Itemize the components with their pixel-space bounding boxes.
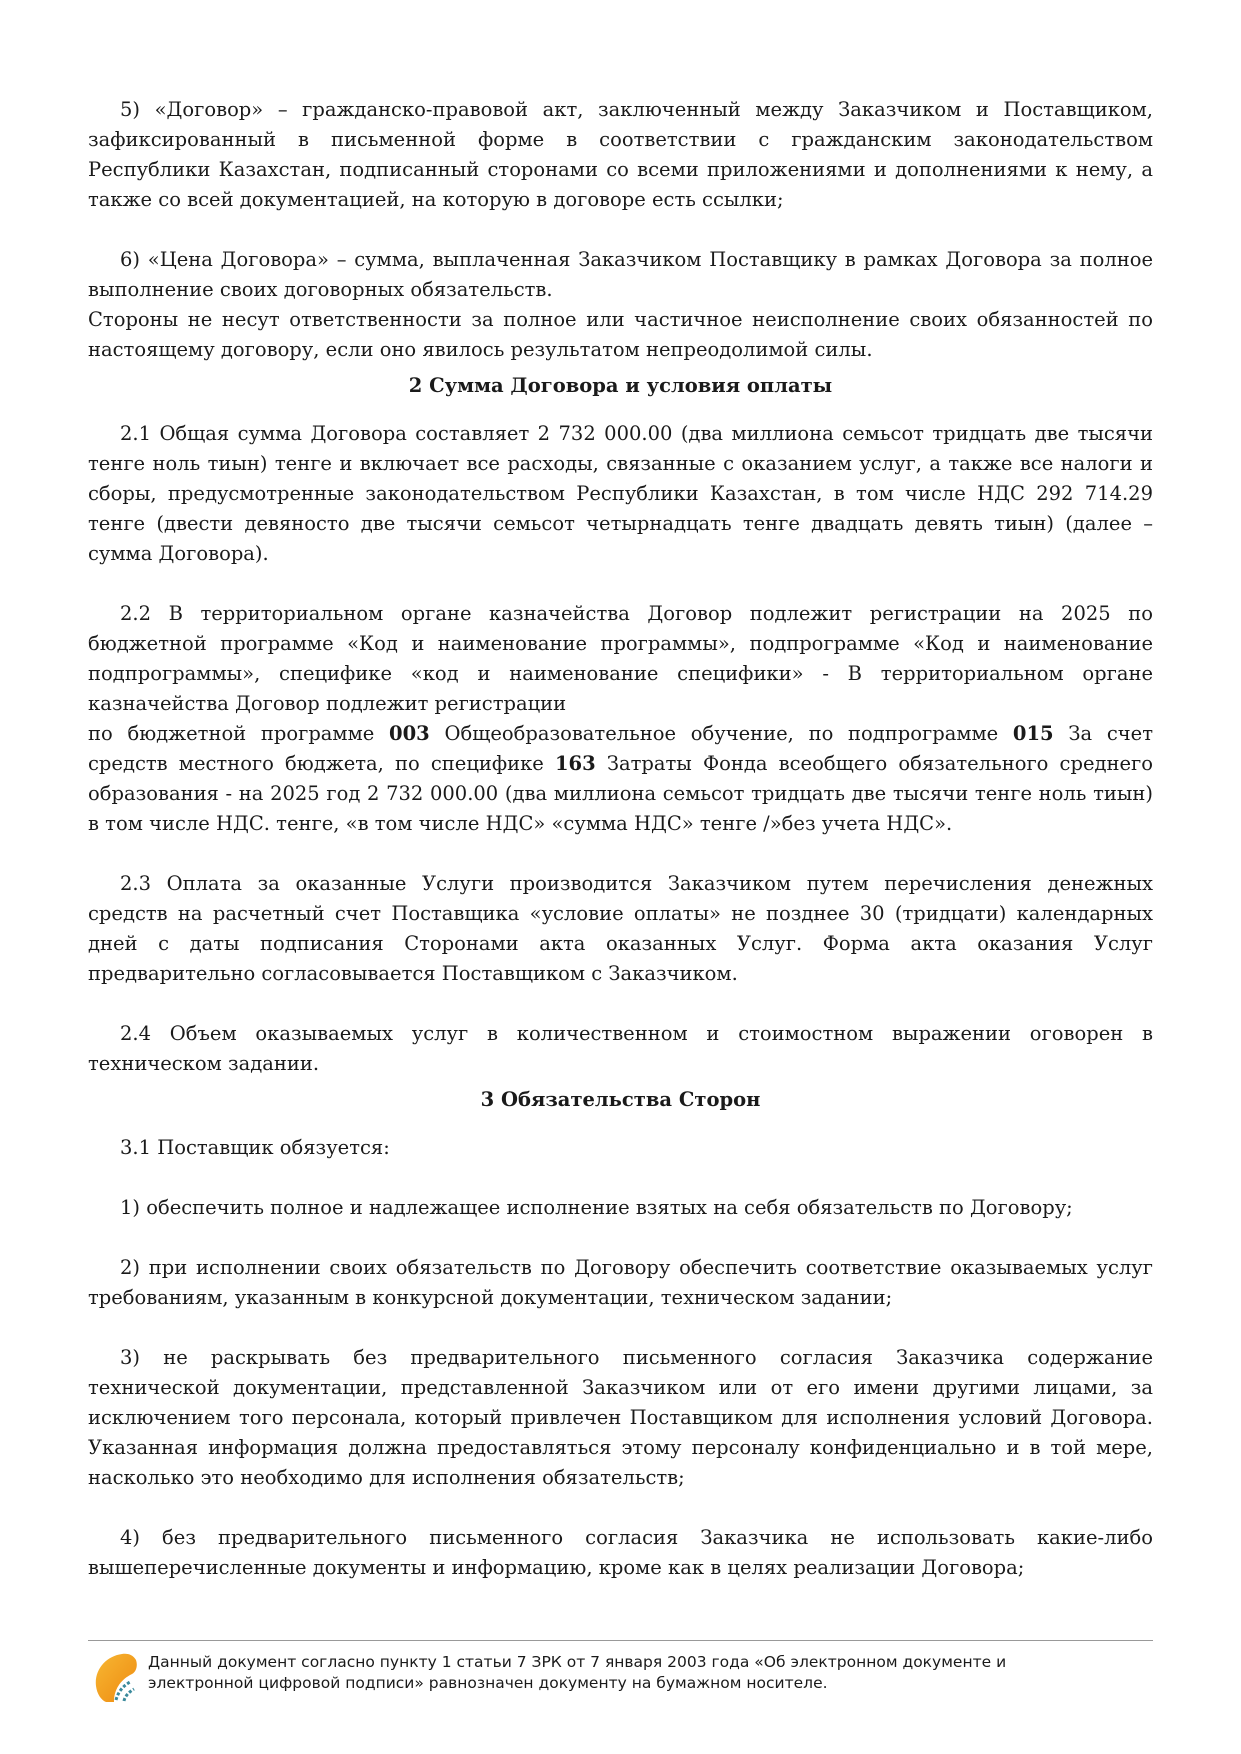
footer-legal-notice: [148, 1652, 1006, 1694]
footer-divider: [88, 1640, 1153, 1641]
obligation-item: 1) обеспечить полное и надлежащее исполнение взятых на себя обязательств по Договору;: [120, 1196, 1073, 1219]
obligation-item: 2) при исполнении своих обязательств по Договору обеспечить соответствие оказываемых услуг требованиям, указанным в конкурсной документации, техническом задании;: [88, 1256, 1153, 1309]
document-body: [88, 95, 1153, 1583]
clause-2-1: 2.1 Общая сумма Договора составляет 2 732 000.00 (два миллиона семьсот тридцать две тысячи тенге ноль тиын) тенге и включает все расходы, связанные с оказанием услуг, а также все налоги и сборы, предусмотренные законодательством Республики Казахстан, в том числе НДС 292 714.29 тенге (двести девяносто две тысячи семьсот четырнадцать тенге двадцать девять тиын) (далее – сумма Договора).: [88, 422, 1153, 565]
clause-2-3: 2.3 Оплата за оказанные Услуги производится Заказчиком путем перечисления денежных средств на расчетный счет Поставщика «условие оплаты» не позднее 30 (тридцати) календарных дней с даты подписания Сторонами акта оказанных Услуг. Форма акта оказания Услуг предварительно согласовывается Поставщиком с Заказчиком.: [88, 872, 1153, 985]
section-3-heading: 3 Обязательства Сторон: [480, 1088, 761, 1111]
clause-2-2-text: по бюджетной программе: [88, 722, 390, 745]
definition-contract: 5) «Договор» – гражданско-правовой акт, заключенный между Заказчиком и Поставщиком, зафиксированный в письменной форме в соответствии с гражданским законодательством Республики Казахстан, подписанный сторонами со всеми приложениями и дополнениями к нему, а также со всей документацией, на которую в договоре есть ссылки;: [88, 98, 1153, 211]
clause-2-2-text: Общеобразовательное обучение, по подпрограмме: [429, 722, 1013, 745]
clause-2-2-budget: [88, 719, 1153, 839]
obligation-item: 3) не раскрывать без предварительного письменного согласия Заказчика содержание технической документации, представленной Заказчиком или от его имени другими лицами, за исключением того персонала, который привлечен Поставщиком для исполнения условий Договора. Указанная информация должна предоставляться этому персоналу конфиденциально и в той мере, насколько это необходимо для исполнения обязательств;: [88, 1346, 1153, 1489]
clause-2-2-text: За счет средств местного бюджета, по специфике: [88, 722, 1153, 775]
obligation-item: 4) без предварительного письменного согласия Заказчика не использовать какие-либо вышеперечисленные документы и информацию, кроме как в целях реализации Договора;: [88, 1526, 1153, 1579]
clause-2-4: 2.4 Объем оказываемых услуг в количественном и стоимостном выражении оговорен в техническом задании.: [88, 1022, 1153, 1075]
footer: [92, 1652, 1152, 1702]
specific-code: 163: [554, 752, 596, 775]
clause-2-2-text: Затраты Фонда всеобщего обязательного среднего образования - на 2025 год 2 732 000.00 (два миллиона семьсот тридцать две тысячи тенге ноль тиын) в том числе НДС. тенге, «в том числе НДС» «сумма НДС» тенге /»без учета НДС».: [88, 752, 1153, 835]
clause-3-1: 3.1 Поставщик обязуется:: [120, 1136, 390, 1159]
footer-text-line: Данный документ согласно пункту 1 статьи 7 ЗРК от 7 января 2003 года «Об электронном документе и: [148, 1653, 1007, 1671]
definition-contract-price: 6) «Цена Договора» – сумма, выплаченная Заказчиком Поставщику в рамках Договора за полное выполнение своих договорных обязательств.: [88, 248, 1153, 301]
egov-sun-logo-icon: [92, 1652, 140, 1702]
footer-text-line: электронной цифровой подписи» равнозначен документу на бумажном носителе.: [148, 1674, 828, 1692]
force-majeure-clause: Стороны не несут ответственности за полное или частичное неисполнение своих обязанностей по настоящему договору, если оно явилось результатом непреодолимой силы.: [88, 308, 1153, 361]
program-code: 003: [389, 722, 430, 745]
clause-2-2-intro: 2.2 В территориальном органе казначейства Договор подлежит регистрации на 2025 по бюджетной программе «Код и наименование программы», подпрограмме «Код и наименование подпрограммы», специфике «код и наименование специфики» - В территориальном органе казначейства Договор подлежит регистрации: [88, 602, 1153, 715]
section-2-heading: 2 Сумма Договора и условия оплаты: [408, 374, 833, 397]
subprogram-code: 015: [1012, 722, 1054, 745]
